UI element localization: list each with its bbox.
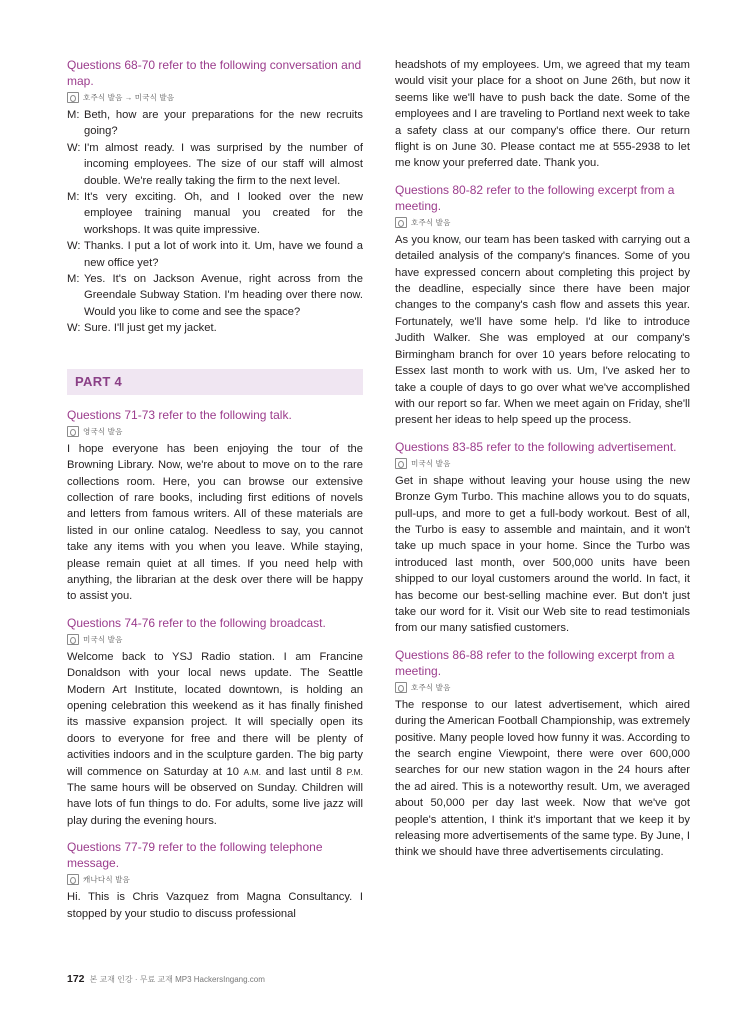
accent-label: 캐나다식 발음 [67, 873, 363, 886]
accent-label: 미국식 발음 [395, 457, 690, 470]
left-column [67, 57, 363, 922]
accent-label: 호주식 발음 → 미국식 발음 [67, 91, 363, 104]
page-footer [67, 973, 265, 985]
audio-icon [67, 92, 79, 103]
audio-icon [67, 426, 79, 437]
audio-icon [395, 217, 407, 228]
page-number: 172 [67, 973, 85, 985]
section-heading-68-70: Questions 68-70 refer to the following conversation and map. [67, 58, 362, 88]
dialogue-line: M: It's very exciting. Oh, and I looked over the new employee training manual you created for the workshops. It was quite impressive. [67, 191, 363, 236]
section-heading-80-82: Questions 80-82 refer to the following excerpt from a meeting. [395, 182, 675, 213]
section-heading-86-88: Questions 86-88 refer to the following excerpt from a meeting. [395, 647, 675, 678]
section-heading-77-79: Questions 77-79 refer to the following telephone message. [67, 840, 323, 871]
section-heading-71-73: Questions 71-73 refer to the following talk. [67, 407, 292, 422]
passage-text: Welcome back to YSJ Radio station. I am Francine Donaldson with your local news update. The Seattle Modern Art Institute, located downtown, is holding an opening celebration this weekend as it has finally finished its massive expansion project. It will specially open its doors to everyone for free and there will be plenty of activities indoors and in the sculpture garden. The big party will commence on Saturday at 10 A.M. and last until 8 P.M. The same hours will be observed on Sunday. Children will have lots of fun things to do. For adults, some live jazz will play during the evening hours. [67, 650, 363, 827]
dialogue-line: M: Beth, how are your preparations for the new recruits going? [67, 109, 363, 138]
accent-label: 미국식 발음 [67, 633, 363, 646]
passage-text: Hi. This is Chris Vazquez from Magna Consultancy. I stopped by your studio to discuss professional [67, 891, 363, 920]
accent-label: 영국식 발음 [67, 425, 363, 438]
passage-text: I hope everyone has been enjoying the tour of the Browning Library. Now, we're about to move on to the rare collections room. Here, you can browse our extensive collection of rare books, including first editions of novels and letters from famous writers. All of these materials are listed in our online catalog. Needless to say, you cannot take any items with you when you leave. While staying, please remain quiet at all times. If you need help with anything, the librarian at the desk over there will be happy to assist you. [67, 442, 363, 603]
passage-text: The response to our latest advertisement, which aired during the American Football Championship, was extremely positive. Many people loved how funny it was. According to the search engine Viewpoint, there were over 600,000 searches for our new station wagon in the 24 hours after the ad aired. This is a noteworthy result. Um, we averaged about 50,000 per day last week. Now that we've got people's attention, I think it's important that we keep it by releasing more advertisements of the same type. By June, I think we should have three advertisements circulating. [395, 698, 690, 859]
accent-label: 호주식 발음 [395, 681, 690, 694]
part-banner [67, 369, 363, 395]
right-column [395, 57, 690, 861]
dialogue-line: M: Yes. It's on Jackson Avenue, right across from the Greendale Subway Station. I'm heading over there now. Would you like to come and see the space? [67, 273, 363, 318]
dialogue-line: W: I'm almost ready. I was surprised by the number of incoming employees. The size of our staff will almost double. We're really taking the firm to the next level. [67, 141, 363, 187]
conversation [67, 107, 363, 337]
audio-icon [395, 682, 407, 693]
part-title: PART 4 [75, 374, 123, 390]
passage-text: Get in shape without leaving your house using the new Bronze Gym Turbo. This machine allows you to do squats, pull-ups, and more to get a full-body workout. Best of all, the Turbo is easy to assemble and maintain, and it won't take up much space in your home. Since the Turbo was introduced last month, over 500,000 units have been shipped to our loyal customers around the world. In fact, it has become our best-selling machine ever. But don't just take our word for it. Visit our Web site to read testimonials from our many satisfied customers. [395, 474, 690, 635]
accent-label: 호주식 발음 [395, 216, 690, 229]
passage-text-continued: headshots of my employees. Um, we agreed that my team would visit your place for a shoot on June 26th, but now it seems like we'll have to push back the date. Some of the employees and I are traveling to Portland next week to take a safety class at our company's office there. Our return flight is on June 30. Please contact me at 555-2938 to let me know your preferred date. Thank you. [395, 59, 690, 170]
section-heading-74-76: Questions 74-76 refer to the following broadcast. [67, 615, 326, 630]
audio-icon [67, 874, 79, 885]
audio-icon [67, 634, 79, 645]
dialogue-line: W: Sure. I'll just get my jacket. [67, 322, 217, 335]
dialogue-line: W: Thanks. I put a lot of work into it. Um, have we found a new office yet? [67, 240, 363, 269]
section-heading-83-85: Questions 83-85 refer to the following advertisement. [395, 439, 677, 454]
passage-text: As you know, our team has been tasked with carrying out a detailed analysis of the company's finances. Some of you have expressed concern about completing this project by the deadline, especially since there have been major changes to the company's cash flow and assets this year. Fortunately, we'll have some help. I'd like to introduce Judith Walker. She was employed at our company's Birmingham branch for over 10 years before relocating to Essex last month to work with us. Um, I've asked her to take a couple of days to go over what we've accomplished with our report so far. When we meet again on Friday, she'll present her ideas to help speed up the process. [395, 233, 690, 427]
footer-text: 본 교재 인강 · 무료 교재 MP3 HackersIngang.com [89, 975, 265, 984]
audio-icon [395, 458, 407, 469]
